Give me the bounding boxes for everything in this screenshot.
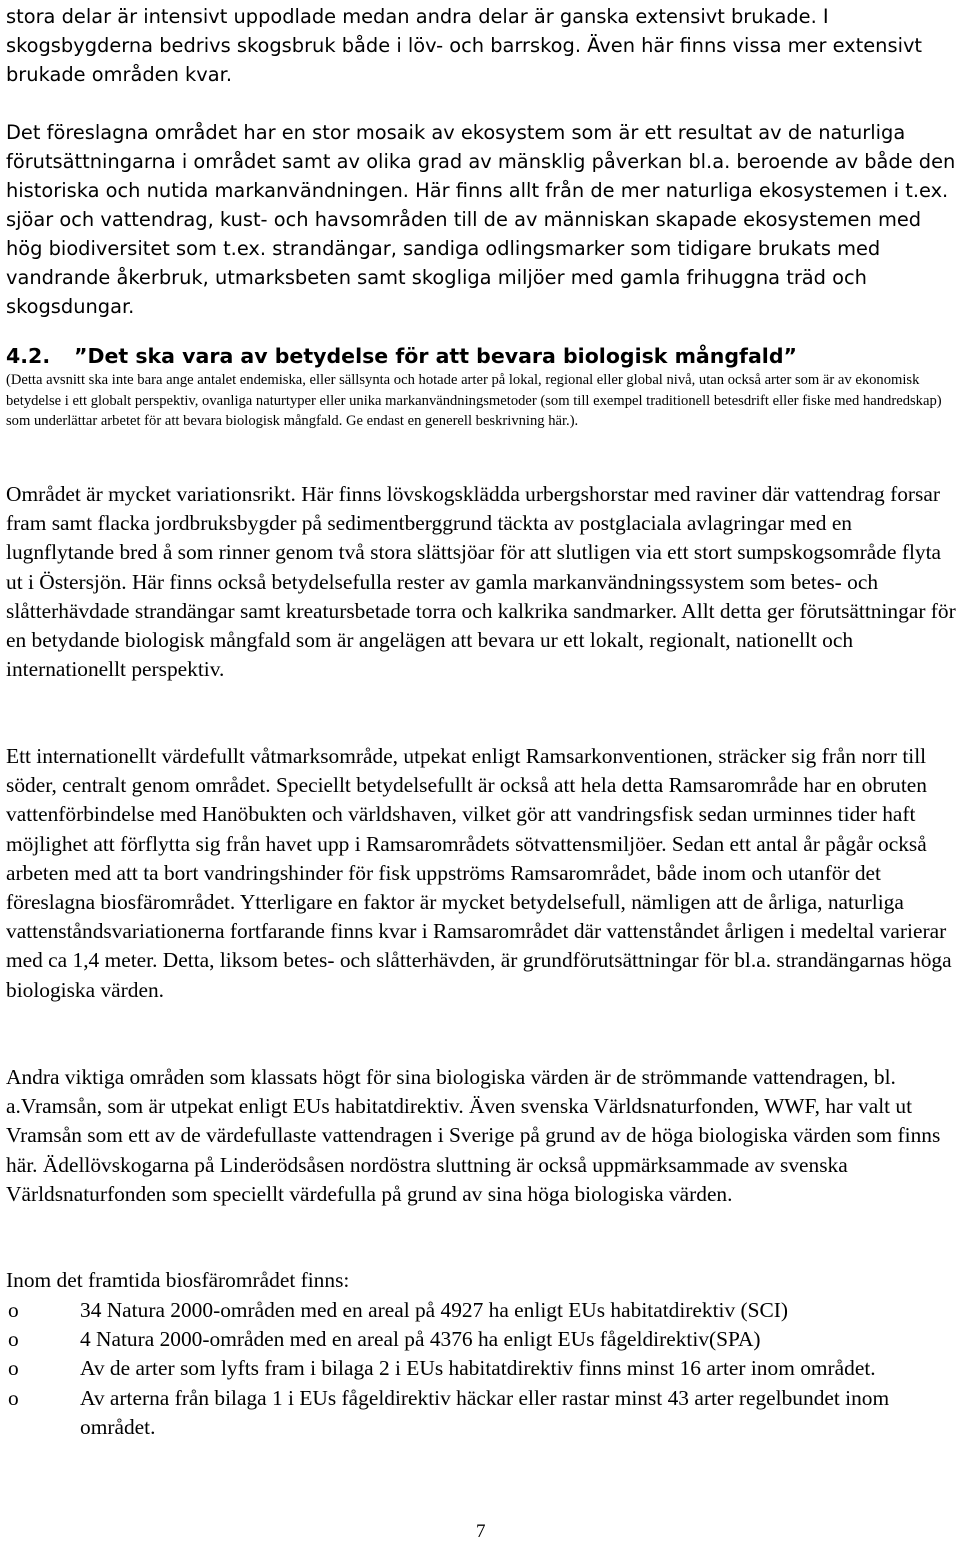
list-item — [6, 1325, 956, 1354]
list-item — [6, 1296, 956, 1325]
list-item-text: Av de arter som lyfts fram i bilaga 2 i EUs habitatdirektiv finns minst 16 arter inom området. — [80, 1356, 876, 1381]
section-title: ”Det ska vara av betydelse för att bevara biologisk mångfald” — [74, 344, 797, 368]
bullet-icon: o — [8, 1385, 19, 1410]
list-item-text: 4 Natura 2000-områden med en areal på 4376 ha enligt EUs fågeldirektiv(SPA) — [80, 1327, 761, 1352]
body-paragraph-1: Området är mycket variationsrikt. Här finns lövskogsklädda urbergshorstar med raviner där vattendrag forsar fram samt flacka jordbruksbygder på sedimentberggrund täckta av postglaciala avlagringar med en lugnflytande bred å som rinner genom två stora slättsjöar för att slutligen via ett stort sumpskogsområde flyta ut i Östersjön. Här finns också betydelsefulla rester av gamla markanvändningssystem som betes- och slåtterhävdade strandängar samt kreatursbetade torra och kalkrika sandmarker. Allt detta ger förutsättningar för en betydande biologisk mångfald som är angelägen att bevara ur ett lokalt, regionalt, nationellt och internationellt perspektiv. — [6, 482, 956, 682]
list-item-text: 34 Natura 2000-områden med en areal på 4927 ha enligt EUs habitatdirektiv (SCI) — [80, 1298, 789, 1322]
section-instruction: (Detta avsnitt ska inte bara ange antalet endemiska, eller sällsynta och hotade arter på lokal, regional eller global nivå, utan också arter som är av ekonomisk betydelse i ett globalt perspektiv, ovanliga naturtyper eller unika markanvändningsmetoder (som till exempel traditionell betesdrift eller fiske med handredskap) som underlättar arbetet för att bevara biologisk mångfald. Ge endast en generell beskrivning här.). — [6, 372, 942, 430]
body-paragraph-2: Ett internationellt värdefullt våtmarksområde, utpekat enligt Ramsarkonventionen, sträcker sig från norr till söder, centralt genom området. Speciellt betydelsefullt är också att hela detta Ramsarområde har en obruten vattenförbindelse med Hanöbukten och världshaven, vilket gör att vandringsfisk sedan urminnes tider haft möjlighet att förflytta sig från havet upp i Ramsarområdets sötvattensmiljöer. Sedan ett antal år pågår också arbeten med att ta bort vandringshinder för fisk uppströms Ramsarområdet, både inom och utanför det föreslagna biosfärområdet. Ytterligare en faktor är mycket betydelsefull, nämligen att de årliga, naturliga vattenståndsvariationerna fortfarande finns kvar i Ramsarområdet där vattenståndet årligen i medeltal varierar med ca 1,4 meter. Detta, liksom betes- och slåtterhävden, är grundförutsättningar för bl.a. strandängarnas höga biologiska värden. — [6, 744, 952, 1002]
natura-list — [6, 1296, 956, 1442]
intro-continued-paragraph: stora delar är intensivt uppodlade medan andra delar är ganska extensivt brukade. I skogsbygderna bedrivs skogsbruk både i löv- och barrskog. Även här finns vissa mer extensivt brukade områden kvar. — [6, 5, 923, 86]
list-item-text: Av arterna från bilaga 1 i EUs fågeldirektiv häckar eller rastar minst 43 arter regelbundet inom området. — [80, 1385, 890, 1439]
bullet-icon: o — [8, 1298, 19, 1322]
section-heading — [6, 342, 797, 370]
mosaic-paragraph: Det föreslagna området har en stor mosaik av ekosystem som är ett resultat av de naturliga förutsättningarna i området samt av olika grad av mänsklig påverkan bl.a. beroende av både den historiska och nutida markanvändningen. Här finns allt från de mer naturliga ekosystemen i t.ex. sjöar och vattendrag, kust- och havsområden till de av människan skapade ekosystemen med hög biodiversitet som t.ex. strandängar, sandiga odlingsmarker som tidigare brukats med vandrande åkerbruk, utmarksbeten samt skogliga miljöer med gamla frihuggna träd och skogsdungar. — [6, 121, 956, 318]
section-number: 4.2. — [6, 344, 51, 368]
list-intro: Inom det framtida biosfärområdet finns: — [6, 1268, 350, 1292]
body-paragraph-3: Andra viktiga områden som klassats högt för sina biologiska värden är de strömmande vattendragen, bl. a.Vramsån, som är utpekat enligt EUs habitatdirektiv. Även svenska Världsnaturfonden, WWF, har valt ut Vramsån som ett av de värdefullaste vattendragen i Sverige på grund av de höga biologiska värden som finns här. Ädellövskogarna på Linderödsåsen nordöstra sluttning är också uppmärksammade av svenska Världsnaturfonden som speciellt värdefulla på grund av sina höga biologiska värden. — [6, 1065, 941, 1206]
bullet-icon: o — [8, 1327, 19, 1352]
bullet-icon: o — [8, 1356, 19, 1381]
list-item — [6, 1354, 956, 1383]
list-item — [6, 1384, 956, 1442]
page-number: 7 — [476, 1521, 486, 1542]
